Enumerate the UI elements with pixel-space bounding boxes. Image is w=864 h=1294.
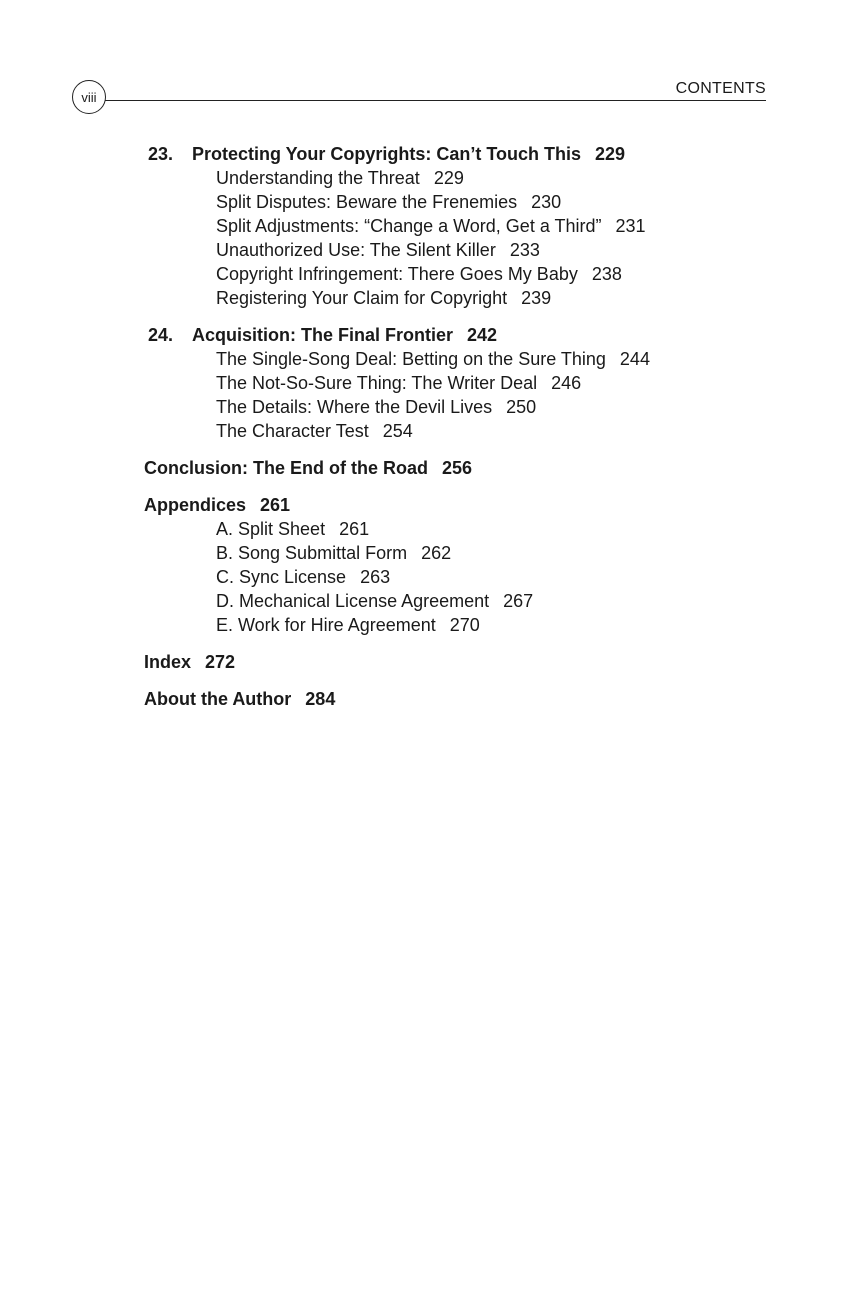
entry-title: The Character Test	[216, 421, 369, 441]
entry-title: C. Sync License	[216, 567, 347, 587]
about-author-heading[interactable]	[144, 687, 784, 711]
entry-page: 244	[619, 349, 650, 369]
toc-entry[interactable]	[144, 371, 784, 395]
toc-about-author	[144, 687, 784, 711]
entry-page: 267	[503, 591, 534, 611]
index-title: Index	[144, 652, 192, 672]
toc-entry[interactable]	[144, 262, 784, 286]
appendices-page: 261	[260, 495, 291, 515]
appendices-heading[interactable]	[144, 493, 784, 517]
entry-title: The Not-So-Sure Thing: The Writer Deal	[216, 373, 538, 393]
toc-index	[144, 650, 784, 674]
entry-title: Copyright Infringement: There Goes My Baby	[216, 264, 578, 284]
entry-title: Split Disputes: Beware the Frenemies	[216, 192, 518, 212]
entry-title: The Single-Song Deal: Betting on the Sure Thing	[216, 349, 606, 369]
toc-conclusion	[144, 456, 784, 480]
toc-entry[interactable]	[144, 238, 784, 262]
conclusion-title: Conclusion: The End of the Road	[144, 458, 428, 478]
entry-title: B. Song Submittal Form	[216, 543, 408, 563]
chapter-heading[interactable]	[144, 142, 784, 166]
chapter-number: 23.	[148, 144, 174, 164]
entry-page: 229	[433, 168, 464, 188]
conclusion-heading[interactable]	[144, 456, 784, 480]
running-head: CONTENTS	[675, 80, 766, 97]
chapter-page: 229	[595, 144, 626, 164]
toc-entry[interactable]	[144, 286, 784, 310]
entry-title: Unauthorized Use: The Silent Killer	[216, 240, 496, 260]
toc-chapter-24	[144, 323, 784, 443]
entry-title: The Details: Where the Devil Lives	[216, 397, 493, 417]
entry-title: Registering Your Claim for Copyright	[216, 288, 508, 308]
appendices-title: Appendices	[144, 495, 247, 515]
entry-page: 238	[591, 264, 622, 284]
entry-page: 231	[615, 216, 646, 236]
toc-entry[interactable]	[144, 589, 784, 613]
index-heading[interactable]	[144, 650, 784, 674]
chapter-number: 24.	[148, 325, 174, 345]
entry-page: 254	[382, 421, 413, 441]
toc-entry[interactable]	[144, 419, 784, 443]
toc-chapter-23	[144, 142, 784, 310]
index-page: 272	[205, 652, 236, 672]
chapter-page: 242	[467, 325, 498, 345]
toc-entry[interactable]	[144, 613, 784, 637]
entry-page: 233	[509, 240, 540, 260]
chapter-heading[interactable]	[144, 323, 784, 347]
toc-entry[interactable]	[144, 190, 784, 214]
entry-page: 239	[521, 288, 552, 308]
toc-entry[interactable]	[144, 541, 784, 565]
page-number-badge: viii	[72, 80, 106, 114]
chapter-title: Acquisition: The Final Frontier	[192, 325, 453, 345]
entry-page: 263	[360, 567, 391, 587]
entry-title: A. Split Sheet	[216, 519, 326, 539]
page-header	[72, 78, 766, 118]
entry-page: 246	[551, 373, 582, 393]
toc-entry[interactable]	[144, 517, 784, 541]
entry-page: 250	[506, 397, 537, 417]
toc-entry[interactable]	[144, 347, 784, 371]
toc-entry[interactable]	[144, 395, 784, 419]
toc-entry[interactable]	[144, 565, 784, 589]
entry-page: 261	[339, 519, 370, 539]
table-of-contents	[144, 142, 784, 724]
entry-title: Split Adjustments: “Change a Word, Get a Third”	[216, 216, 602, 236]
chapter-title: Protecting Your Copyrights: Can’t Touch This	[192, 144, 582, 164]
entry-page: 230	[531, 192, 562, 212]
toc-entry[interactable]	[144, 214, 784, 238]
about-author-page: 284	[305, 689, 336, 709]
entry-page: 262	[421, 543, 452, 563]
entry-title: E. Work for Hire Agreement	[216, 615, 436, 635]
header-rule	[104, 100, 766, 101]
toc-entry[interactable]	[144, 166, 784, 190]
entry-title: Understanding the Threat	[216, 168, 420, 188]
toc-appendices	[144, 493, 784, 637]
entry-page: 270	[449, 615, 480, 635]
entry-title: D. Mechanical License Agreement	[216, 591, 490, 611]
conclusion-page: 256	[441, 458, 473, 478]
about-author-title: About the Author	[144, 689, 292, 709]
